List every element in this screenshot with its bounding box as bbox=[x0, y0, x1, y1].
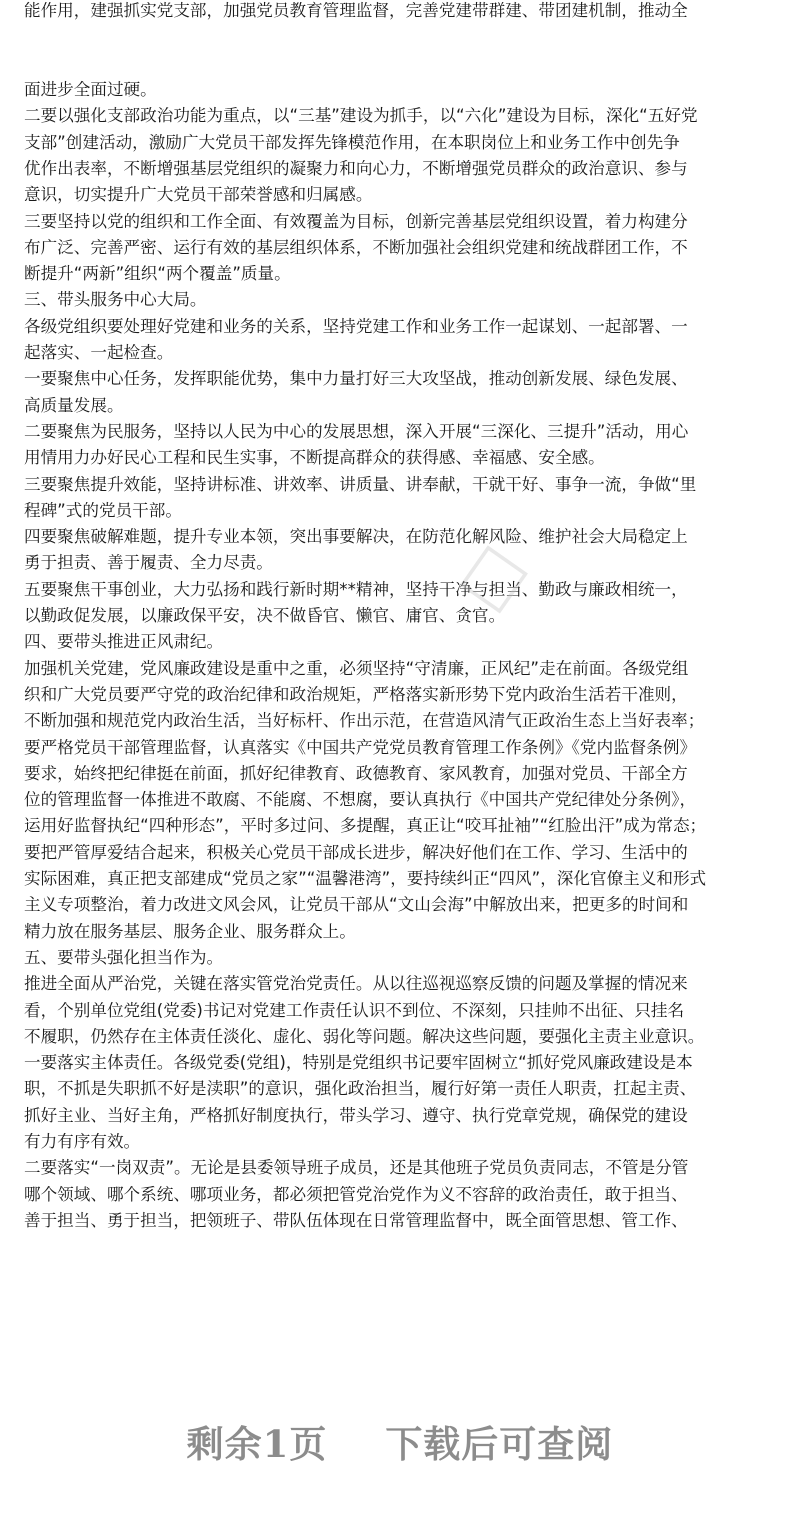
text-line: 意识，切实提升广大党员干部荣誉感和归属感。 bbox=[24, 185, 373, 205]
text-line: 有力有序有效。 bbox=[24, 1132, 141, 1151]
text-line: 面进步全面过硬。 bbox=[24, 80, 157, 99]
download-banner[interactable] bbox=[0, 1404, 800, 1484]
text-line: 以勤政促发展，以廉政保平安，决不做昏官、懒官、庸官、贪官。 bbox=[24, 606, 506, 625]
text-line: 二要以强化支部政治功能为重点，以“三基”建设为抓手，以“六化”建设为目标，深化“五好党 bbox=[24, 106, 698, 126]
text-line: 抓好主业、当好主角，严格抓好制度执行，带头学习、遵守、执行党章党规，确保党的建设 bbox=[24, 1105, 688, 1125]
text-line: 四要聚焦破解难题，提升专业本领，突出事要解决，在防范化解风险、维护社会大局稳定上 bbox=[24, 527, 688, 547]
text-line: 三、带头服务中心大局。 bbox=[24, 290, 207, 310]
text-line: 三要聚焦提升效能，坚持讲标准、讲效率、讲质量、讲奉献，干就干好、事争一流，争做“里 bbox=[24, 474, 697, 494]
text-line: 要把严管厚爱结合起来，积极关心党员干部成长进步，解决好他们在工作、学习、生活中的 bbox=[24, 842, 688, 862]
remaining-pages-text: 剩余1页 bbox=[186, 1422, 328, 1466]
download-to-view-text: 下载后可查阅 bbox=[385, 1422, 614, 1466]
text-line: 主义专项整治，着力改进文风会风，让党员干部从“文山会海”中解放出来，把更多的时间和 bbox=[24, 895, 689, 915]
watermark: □ bbox=[442, 531, 538, 623]
text-line: 能作用，建强抓实党支部，加强党员教育管理监督，完善党建带群建、带团建机制，推动全 bbox=[24, 1, 688, 20]
text-line: 二要聚焦为民服务，坚持以人民为中心的发展思想，深入开展“三深化、三提升”活动，用心 bbox=[24, 421, 689, 441]
text-line: 各级党组织要处理好党建和业务的关系，坚持党建工作和业务工作一起谋划、一起部署、一 bbox=[24, 316, 688, 336]
text-line: 用情用力办好民心工程和民生实事，不断提高群众的获得感、幸福感、安全感。 bbox=[24, 448, 605, 468]
text-line: 位的管理监督一体推进不敢腐、不能腐、不想腐，要认真执行《中国共产党纪律处分条例》， bbox=[24, 790, 697, 810]
text-line: 二要落实“一岗双责”。无论是县委领导班子成员，还是其他班子党员负责同志，不管是分管 bbox=[24, 1158, 689, 1178]
text-line: 哪个领域、哪个系统、哪项业务，都必须把管党治党作为义不容辞的政治责任，敢于担当、 bbox=[24, 1184, 688, 1204]
text-line: 织和广大党员要严守党的政治纪律和政治规矩，严格落实新形势下党内政治生活若干准则， bbox=[24, 684, 688, 704]
text-line: 精力放在服务基层、服务企业、服务群众上。 bbox=[24, 921, 356, 941]
text-line: 一要落实主体责任。各级党委(党组)，特别是党组织书记要牢固树立“抓好党风廉政建设是本 bbox=[24, 1053, 693, 1073]
text-line: 勇于担责、善于履责、全力尽责。 bbox=[24, 553, 273, 573]
text-line: 四、要带头推进正风肃纪。 bbox=[24, 632, 224, 652]
text-line: 看，个别单位党组(党委)书记对党建工作责任认识不到位、不深刻，只挂帅不出征、只挂名 bbox=[24, 1000, 685, 1020]
text-line: 运用好监督执纪“四种形态”，平时多过问、多提醒，真正让“咬耳扯袖”“红脸出汗”成为常态； bbox=[24, 816, 707, 836]
text-line: 起落实、一起检查。 bbox=[24, 343, 174, 362]
text-line: 三要坚持以党的组织和工作全面、有效覆盖为目标，创新完善基层党组织设置，着力构建分 bbox=[24, 211, 688, 231]
text-line: 程碑”式的党员干部。 bbox=[24, 500, 182, 520]
text-line: 职，不抓是失职抓不好是渎职”的意识，强化政治担当，履行好第一责任人职责，扛起主责、 bbox=[24, 1079, 697, 1099]
text-line: 不断加强和规范党内政治生活，当好标杆、作出示范，在营造风清气正政治生态上当好表率； bbox=[24, 711, 705, 731]
text-line: 布广泛、完善严密、运行有效的基层组织体系，不断加强社会组织党建和统战群团工作，不 bbox=[24, 237, 688, 257]
text-line: 优作出表率，不断增强基层党组织的凝聚力和向心力，不断增强党员群众的政治意识、参与 bbox=[24, 158, 688, 178]
text-line: 实际困难，真正把支部建成“党员之家”“温馨港湾”，要持续纠正“四风”，深化官僚主义和形式 bbox=[24, 869, 707, 888]
text-line: 要求，始终把纪律挺在前面，抓好纪律教育、政德教育、家风教育，加强对党员、干部全方 bbox=[24, 763, 688, 783]
text-line: 不履职，仍然存在主体责任淡化、虚化、弱化等问题。解决这些问题，要强化主责主业意识。 bbox=[24, 1026, 705, 1046]
text-line: 推进全面从严治党，关键在落实管党治党责任。从以往巡视巡察反馈的问题及掌握的情况来 bbox=[24, 974, 688, 994]
text-line: 五要聚焦干事创业，大力弘扬和践行新时期**精神，坚持干净与担当、勤政与廉政相统一， bbox=[24, 579, 688, 599]
text-line: 加强机关党建，党风廉政建设是重中之重，必须坚持“守清廉，正风纪”走在前面。各级党组 bbox=[24, 658, 689, 678]
text-line: 善于担当、勇于担当，把领班子、带队伍体现在日常管理监督中，既全面管思想、管工作、 bbox=[24, 1210, 688, 1230]
text-line: 五、要带头强化担当作为。 bbox=[24, 947, 224, 967]
text-line: 要严格党员干部管理监督，认真落实《中国共产党党员教育管理工作条例》《党内监督条例》 bbox=[24, 737, 697, 757]
text-line: 一要聚焦中心任务，发挥职能优势，集中力量打好三大攻坚战，推动创新发展、绿色发展、 bbox=[24, 369, 688, 389]
text-line: 高质量发展。 bbox=[24, 395, 124, 415]
text-line: 断提升“两新”组织“两个覆盖”质量。 bbox=[24, 264, 291, 284]
text-line: 支部”创建活动，激励广大党员干部发挥先锋模范作用，在本职岗位上和业务工作中创先争 bbox=[24, 132, 680, 152]
